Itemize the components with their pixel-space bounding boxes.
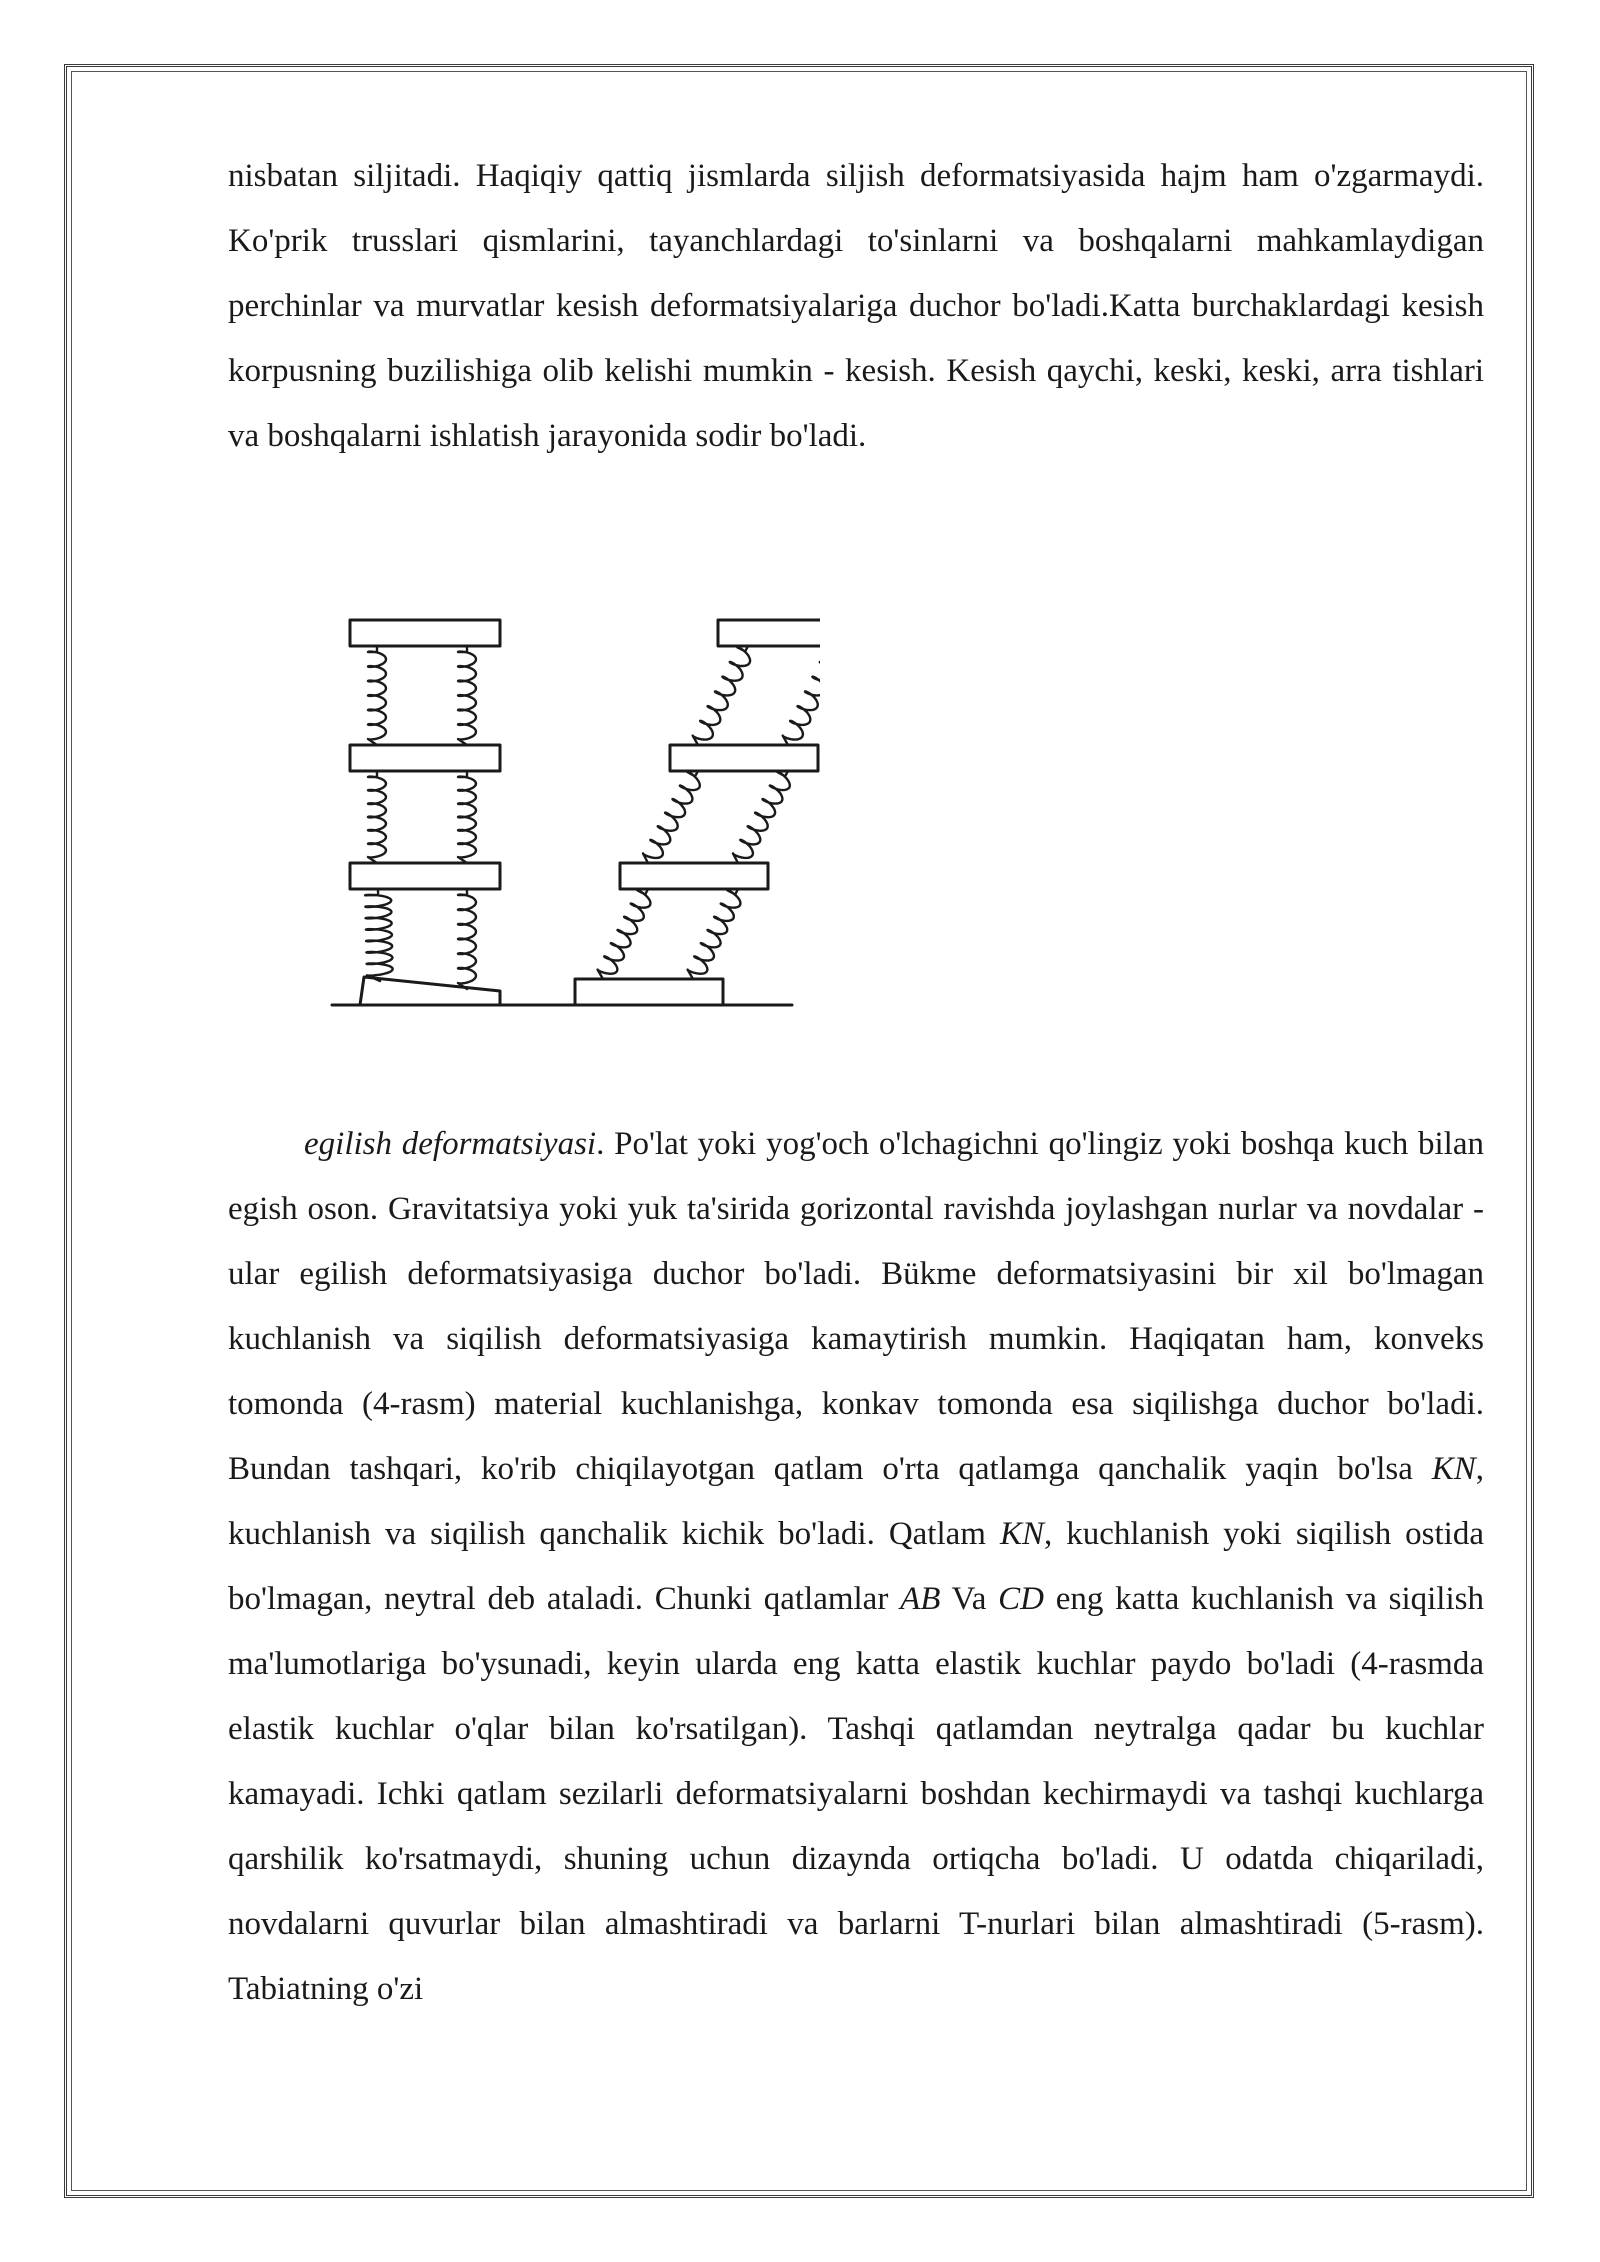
text-run: , kuchlanish va siqilish qanchalik kichik bo'ladi. Qatlam bbox=[228, 1451, 1484, 1552]
coil-spring bbox=[458, 889, 476, 989]
springs-group bbox=[365, 646, 820, 989]
paragraph-text bbox=[228, 1112, 1484, 2022]
layer-kn: KN bbox=[1431, 1451, 1476, 1487]
coil-spring bbox=[365, 889, 393, 981]
right-plate-lower-middle bbox=[620, 863, 768, 889]
paragraph-shear-deformation bbox=[228, 144, 1484, 469]
coil-spring bbox=[368, 646, 386, 745]
layer-cd: CD bbox=[998, 1581, 1044, 1617]
coil-spring bbox=[458, 771, 476, 863]
paragraph-bending-deformation bbox=[228, 1112, 1484, 2022]
left-plate-top bbox=[350, 620, 500, 646]
coil-spring bbox=[368, 771, 386, 863]
coil-spring bbox=[733, 771, 790, 863]
coil-spring bbox=[783, 646, 820, 745]
paragraph-text: nisbatan siljitadi. Haqiqiy qattiq jismlarda siljish deformatsiyasida hajm ham o'zgarmaydi. Ko'prik trusslari qismlarini, tayanchlardagi to'sinlarni va boshqalarni mahkamlaydigan perchinlar va murvatlar kesish deformatsiyalariga duchor bo'ladi.Katta burchaklardagi kesish korpusning buzilishiga olib kelishi mumkin - kesish. Kesish qaychi, keski, keski, arra tishlari va boshqalarni ishlatish jarayonida sodir bo'ladi. bbox=[228, 158, 1484, 454]
coil-spring bbox=[643, 771, 700, 863]
text-run: Va bbox=[940, 1581, 999, 1617]
spring-shear-icon bbox=[320, 605, 820, 1025]
right-plate-top bbox=[718, 620, 820, 646]
right-plate-bottom bbox=[575, 979, 723, 1005]
text-run: eng katta kuchlanish va siqilish ma'lumotlariga bo'ysunadi, keyin ularda eng katta elastik kuchlar paydo bo'ladi (4-rasmda elastik kuchlar o'qlar bilan ko'rsatilgan). Tashqi qatlamdan neytralga qadar bu kuchlar kamayadi. Ichki qatlam sezilarli deformatsiyalarni boshdan kechirmaydi va tashqi kuchlarga qarshilik ko'rsatmaydi, shuning uchun dizaynda ortiqcha bo'ladi. U odatda chiqariladi, novdalarni quvurlar bilan almashtiradi va barlarni T-nurlari bilan almashtiradi (5-rasm). Tabiatning o'zi bbox=[228, 1581, 1484, 2007]
term-bending-deformation: egilish deformatsiyasi bbox=[304, 1126, 597, 1162]
coil-spring bbox=[688, 889, 741, 979]
coil-spring bbox=[693, 646, 750, 745]
left-plate-upper-middle bbox=[350, 745, 500, 771]
spring-model-figure bbox=[320, 605, 820, 1025]
text-run: . Po'lat yoki yog'och o'lchagichni qo'lingiz yoki boshqa kuch bilan egish oson. Gravitatsiya yoki yuk ta'sirida gorizontal ravishda joylashgan nurlar va novdalar - ular egilish deformatsiyasiga duchor bo'ladi. Bükme deformatsiyasini bir xil bo'lmagan kuchlanish va siqilish deformatsiyasiga kamaytirish mumkin. Haqiqatan ham, konveks tomonda (4-rasm) material kuchlanishga, konkav tomonda esa siqilishga duchor bo'ladi. Bundan tashqari, ko'rib chiqilayotgan qatlam o'rta qatlamga qanchalik yaqin bo'lsa bbox=[228, 1126, 1485, 1487]
left-plate-lower-middle bbox=[350, 863, 500, 889]
layer-ab: AB bbox=[900, 1581, 941, 1617]
layer-kn: KN bbox=[999, 1516, 1044, 1552]
coil-spring bbox=[458, 646, 476, 745]
text-run: , kuchlanish yoki siqilish ostida bo'lmagan, neytral deb ataladi. Chunki qatlamlar bbox=[228, 1516, 1484, 1617]
right-plate-upper-middle bbox=[670, 745, 818, 771]
coil-spring bbox=[598, 889, 651, 979]
